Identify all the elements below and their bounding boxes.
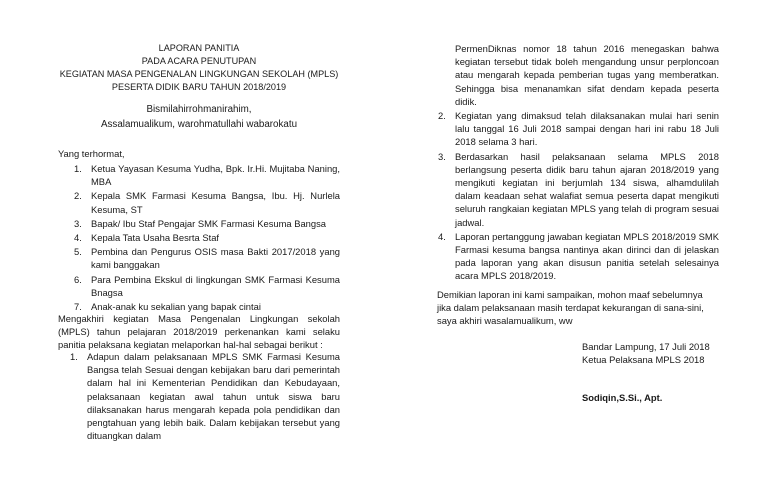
list-item [438, 230, 719, 283]
list-text: Anak-anak ku sekalian yang bapak cintai [91, 301, 261, 313]
title-line-2: PADA ACARA PENUTUPAN [141, 56, 257, 66]
addressee-intro: Yang terhormat, [58, 148, 125, 159]
body-intro: Mengakhiri kegiatan Masa Pengenalan Lingkungan sekolah (MPLS) tahun pelajaran 2018/2019 perkenankan kami selaku panitia pelaksana kegiatan melaporkan hal-hal sebagai berikut : [58, 313, 340, 351]
signature-position: Ketua Pelaksana MPLS 2018 [582, 354, 705, 366]
list-number: 4. [74, 232, 82, 244]
list-item [438, 109, 719, 149]
title-line-1: LAPORAN PANITIA [158, 43, 240, 53]
list-number: 3. [438, 150, 446, 162]
list-number: 3. [74, 217, 82, 229]
closing-paragraph: Demikian laporan ini kami sampaikan, mohon maaf sebelumnya jika dalam pelaksanaan masih terdapat kekurangan di sana-sini, saya akhiri wasalamualikum, ww [437, 289, 704, 327]
list-text: Adapun dalam pelaksanaan MPLS SMK Farmasi Kesuma Bangsa telah Sesuai dengan kebijakan baru dari pemerintah dalam hal ini Kementerian Pendidikan dan Kebudayaan, pelaksanaan kegiatan awal tahun untuk siswa baru dilaksanakan harus mengarah kepada pola pendidikan dan pengtahuan yang lebih baik. Dalam kebijakan tersebut yang dituangkan dalam [87, 351, 340, 442]
point-1-continuation: PermenDiknas nomor 18 tahun 2016 menegaskan bahwa kegiatan tersebut tidak boleh mengandung unsur perploncoan atau mengarah kepada pemberian tugas yang memberatkan. Sehingga bisa menanamkan sifat dendam kepada peserta didik. [455, 43, 719, 107]
list-item [74, 273, 340, 299]
greeting-line-1: Bismilahirrohmanirahim, [146, 104, 252, 115]
list-text: Kegiatan yang dimaksud telah dilaksanakan mulai hari senin lalu tanggal 16 Juli 2018 sampai dengan hari ini rabu 18 Juli 2018 selama 3 hari. [455, 110, 719, 148]
document-title [58, 42, 340, 94]
list-number: 5. [74, 246, 82, 258]
list-text: Laporan pertanggung jawaban kegiatan MPLS 2018/2019 SMK Farmasi kesuma bangsa nantinya akan dirinci dan di jelaskan pada laporan yang akan disusun panitia setelah selesainya acara MPLS 2018/2019. [455, 230, 719, 282]
greeting-line-2: Assalamualikum, warohmatullahi wabarokatu [100, 118, 298, 130]
list-text: Ketua Yayasan Kesuma Yudha, Bpk. Ir.Hi. Mujitaba Naning, MBA [91, 163, 340, 188]
list-number: 1. [74, 163, 82, 174]
list-number: 2. [74, 190, 82, 202]
list-item [74, 245, 340, 271]
list-text: Para Pembina Ekskul di lingkungan SMK Farmasi Kesuma Bnagsa [91, 273, 340, 298]
list-item [74, 189, 340, 215]
list-text: Berdasarkan hasil pelaksanaan selama MPLS 2018 berlangsung peserta didik baru tahun ajaran 2018/2019 yang mengikuti kegiatan ini berjumlah 134 siswa, alhamdulilah dalam keadaan sehat walafiat semua peserta dapat mengikuti seluruh rangkaian kegiatan MPLS yang telah di program sesuai jadwal. [455, 150, 719, 228]
list-item [74, 231, 340, 244]
list-text: Pembina dan Pengurus OSIS masa Bakti 2017/2018 yang kami banggakan [91, 246, 340, 271]
signature-name: Sodiqin,S.Si., Apt. [582, 392, 663, 404]
list-item [74, 162, 340, 188]
list-number: 6. [74, 273, 82, 285]
list-number: 2. [438, 110, 446, 121]
list-number: 7. [74, 301, 82, 313]
addressee-list [74, 162, 340, 314]
list-text: Kepala SMK Farmasi Kesuma Bangsa, Ibu. Hj. Nurlela Kesuma, ST [91, 190, 340, 215]
report-points-right [438, 109, 719, 284]
list-number: 1. [70, 351, 78, 362]
title-line-3: KEGIATAN MASA PENGENALAN LINGKUNGAN SEKOLAH (MPLS) [59, 69, 339, 79]
list-text: Kepala Tata Usaha Besrta Staf [91, 232, 220, 244]
list-number: 4. [438, 230, 446, 242]
list-item [74, 217, 340, 230]
signature-block [582, 340, 732, 405]
report-points-left [70, 350, 340, 443]
greeting [58, 103, 340, 132]
signature-place-date: Bandar Lampung, 17 Juli 2018 [582, 341, 710, 352]
list-item [70, 350, 340, 442]
list-text: Bapak/ Ibu Staf Pengajar SMK Farmasi Kesuma Bangsa [91, 217, 327, 229]
list-item [438, 150, 719, 229]
title-line-4: PESERTA DIDIK BARU TAHUN 2018/2019 [111, 82, 287, 92]
